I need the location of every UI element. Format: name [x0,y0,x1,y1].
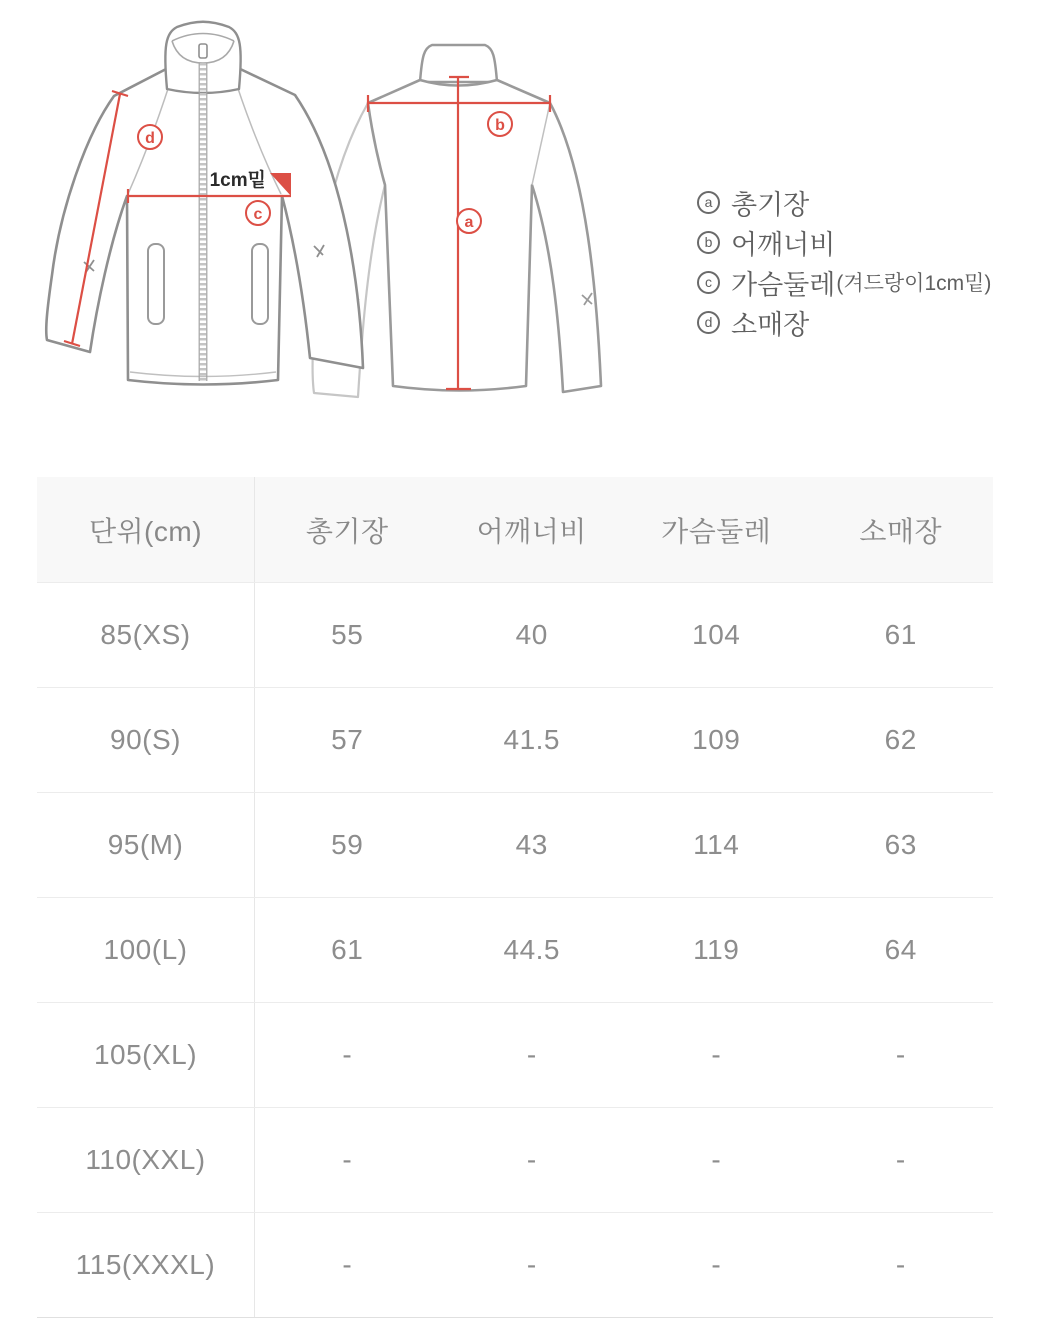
value-cell: - [342,1144,353,1175]
legend-item-chest [697,262,991,302]
marker-d: d [145,130,155,147]
size-row-115-xxxl [37,1213,993,1318]
marker-b: b [495,117,505,134]
legend-item-total-length [697,182,991,222]
legend-marker-d: d [697,311,720,334]
armpit-note: 1cm밑 [209,170,266,191]
legend-marker-a: a [697,191,720,214]
value-cell: 55 [331,619,364,650]
value-cell: - [526,1249,537,1280]
legend-marker-b: b [697,231,720,254]
value-cell: - [526,1039,537,1070]
size-row-105-xl [37,1003,993,1108]
size-label: 100(L) [37,898,255,1002]
value-cell: - [526,1144,537,1175]
value-cell: 61 [884,619,917,650]
value-cell: 59 [331,829,364,860]
size-row-110-xxl [37,1108,993,1213]
size-label: 115(XXXL) [37,1213,255,1317]
size-row-100-l [37,898,993,1003]
value-cell: - [711,1144,722,1175]
size-row-85-xs [37,583,993,688]
value-cell: 57 [331,724,364,755]
value-cell: 109 [692,724,741,755]
header-cell-total-length: 총기장 [305,515,389,547]
header-cell-shoulder-width: 어깨너비 [476,515,587,547]
value-cell: - [895,1249,906,1280]
marker-c: c [253,206,263,223]
header-cell-unit: 단위(cm) [37,477,255,582]
size-label: 110(XXL) [37,1108,255,1212]
size-table [37,477,993,1318]
value-cell: 62 [884,724,917,755]
value-cell: 63 [884,829,917,860]
size-label: 85(XS) [37,583,255,687]
value-cell: 40 [515,619,548,650]
value-cell: - [711,1249,722,1280]
value-cell: - [342,1249,353,1280]
value-cell: 104 [692,619,741,650]
legend-label: 총기장 [731,189,810,220]
legend-item-shoulder-width [697,222,991,262]
size-label: 95(M) [37,793,255,897]
value-cell: - [342,1039,353,1070]
header-cell-chest: 가슴둘레 [661,515,772,547]
value-cell: 114 [693,829,740,860]
legend-item-sleeve-length [697,302,991,342]
legend-label: 어깨너비 [731,229,836,260]
value-cell: 44.5 [503,934,560,965]
value-cell: - [895,1144,906,1175]
value-cell: 64 [884,934,917,965]
size-row-90-s [37,688,993,793]
size-table-header-row [37,477,993,583]
header-cell-sleeve-length: 소매장 [859,515,943,547]
size-row-95-m [37,793,993,898]
size-label: 105(XL) [37,1003,255,1107]
value-cell: - [711,1039,722,1070]
value-cell: - [895,1039,906,1070]
front-jacket-drawing [46,22,363,385]
value-cell: 61 [331,934,364,965]
marker-a: a [464,214,474,231]
legend-label: 소매장 [731,309,810,340]
value-cell: 119 [693,934,740,965]
value-cell: 41.5 [503,724,560,755]
value-cell: 43 [515,829,548,860]
legend-label: 가슴둘레 [731,269,836,300]
measurement-legend [697,182,991,342]
legend-marker-c: c [697,271,720,294]
size-label: 90(S) [37,688,255,792]
legend-suffix: (겨드랑이1cm밑) [836,272,992,295]
